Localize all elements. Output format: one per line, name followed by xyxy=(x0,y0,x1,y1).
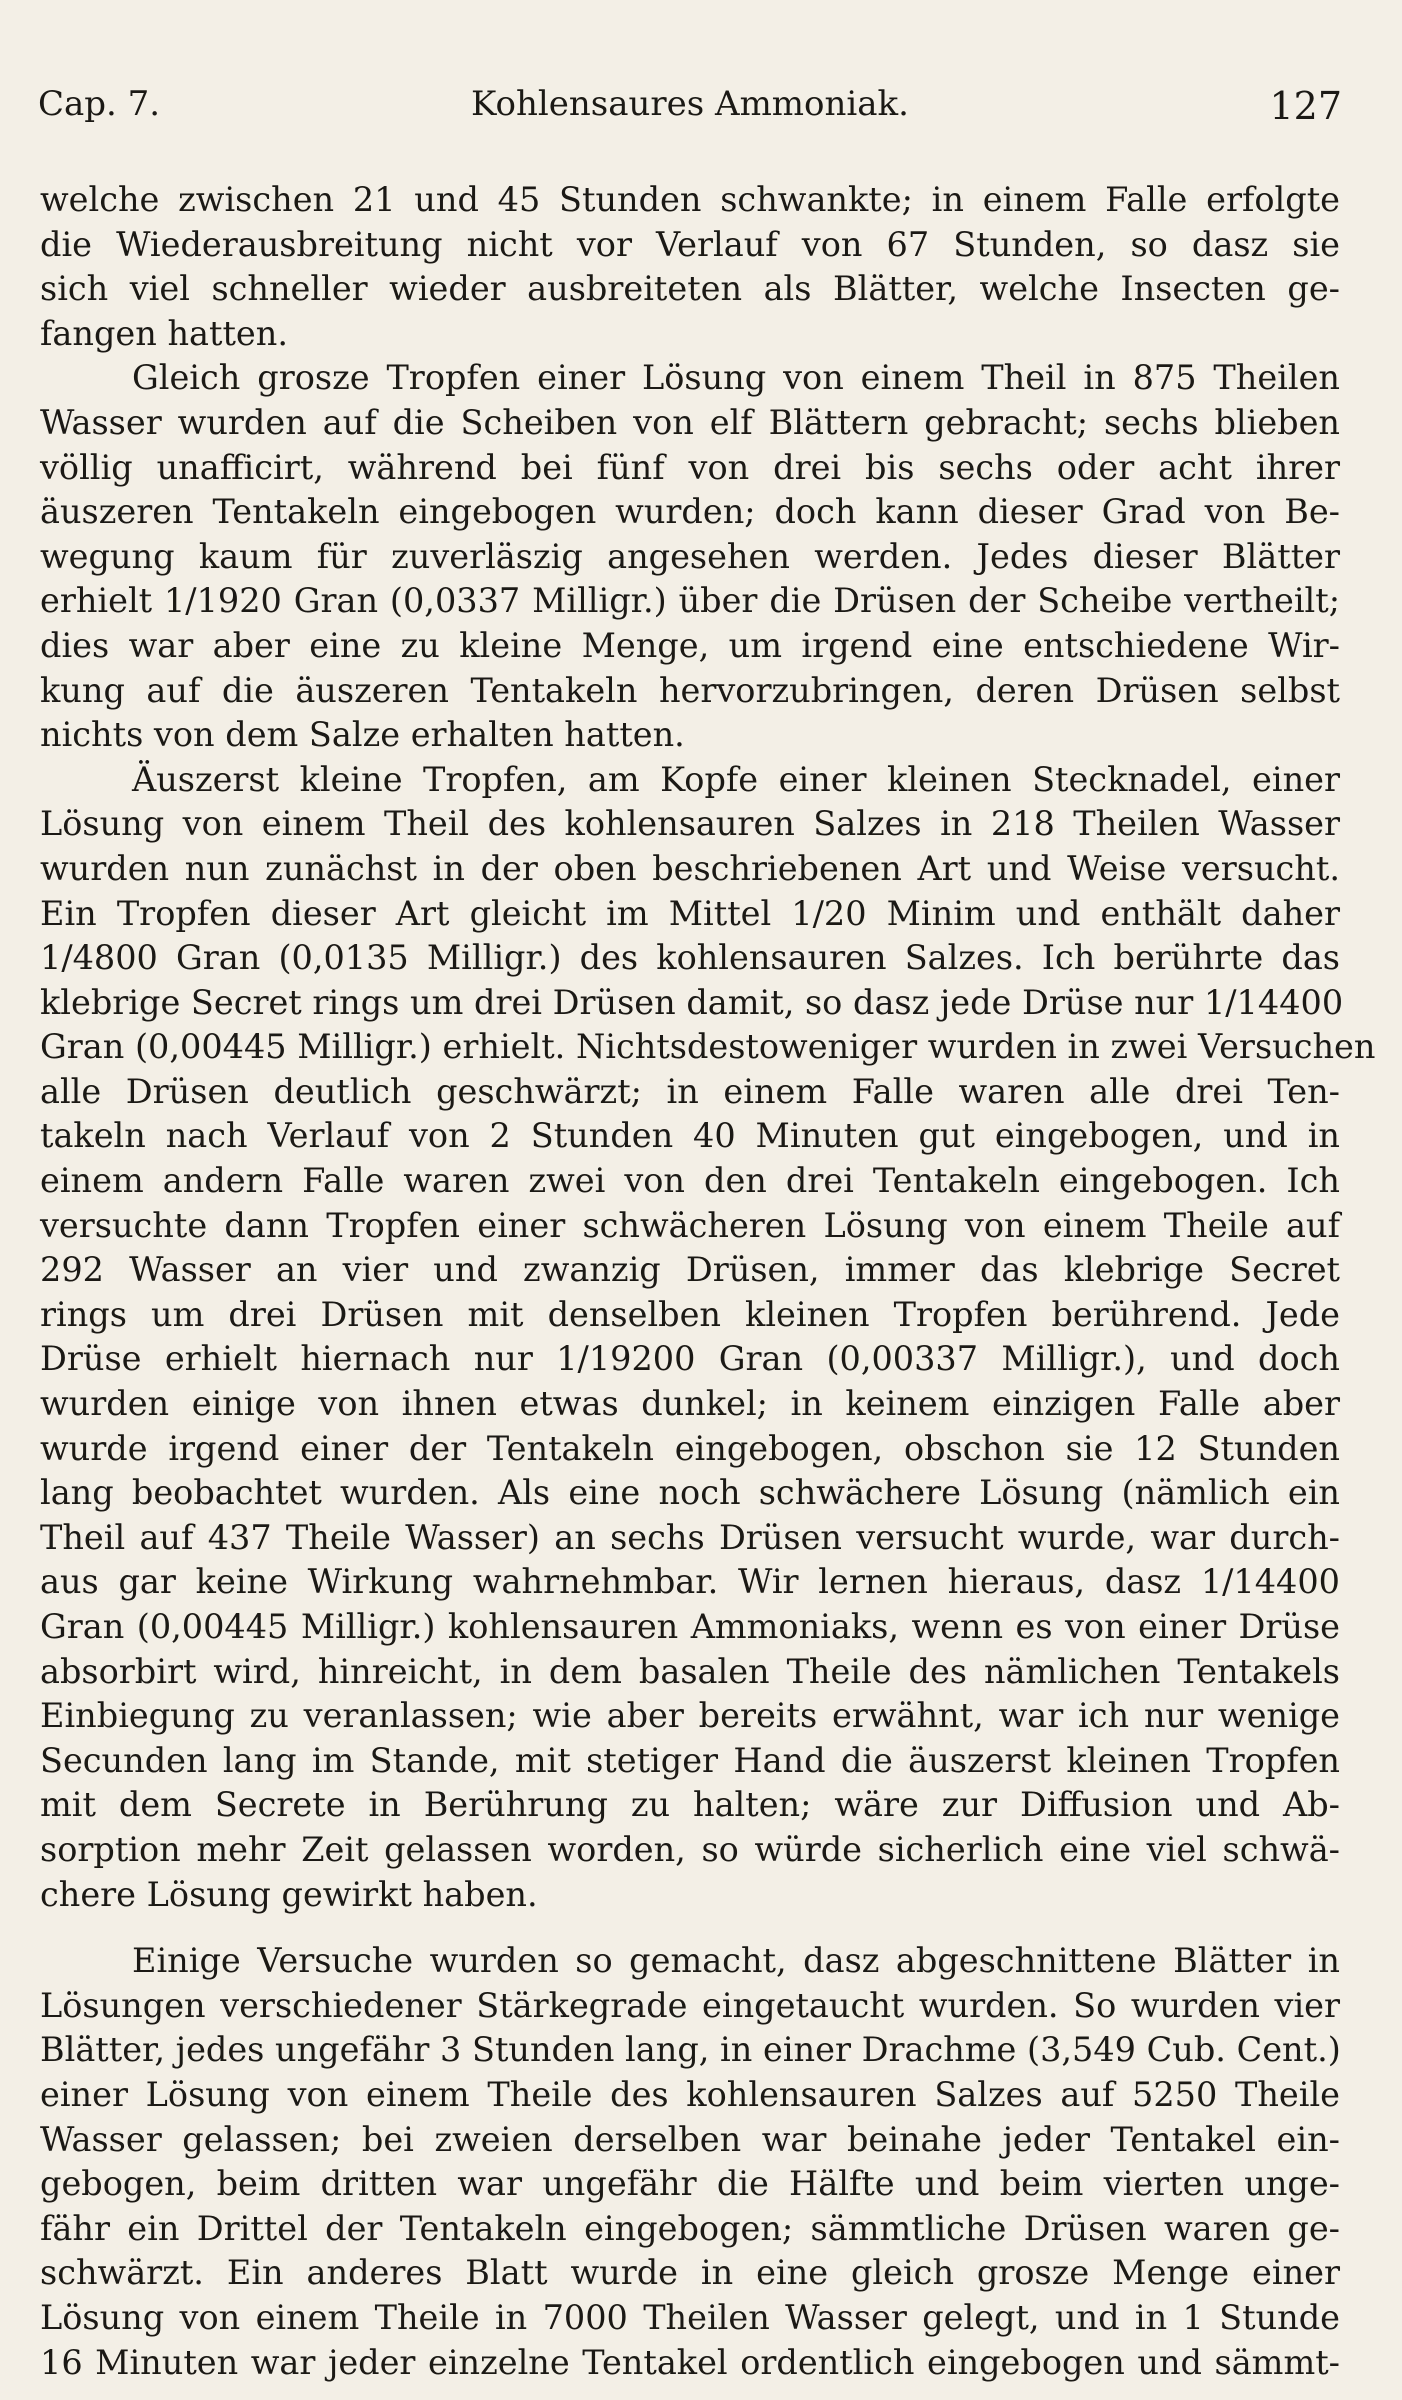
text-line: gebogen, beim dritten war ungefähr die Hälfte und beim vierten unge- xyxy=(40,2164,1340,2204)
text-line: wurden einige von ihnen etwas dunkel; in keinem einzigen Falle aber xyxy=(40,1384,1340,1424)
page-number: 127 xyxy=(1269,84,1342,128)
paragraph-gap xyxy=(40,1917,1340,1939)
text-line: völlig unafficirt, während bei fünf von drei bis sechs oder acht ihrer xyxy=(40,447,1340,487)
text-line: Lösung von einem Theile in 7000 Theilen Wasser gelegt, und in 1 Stunde xyxy=(40,2297,1340,2337)
text-line: Wasser gelassen; bei zweien derselben war beinahe jeder Tentakel ein- xyxy=(40,2119,1340,2159)
text-line: klebrige Secret rings um drei Drüsen damit, so dasz jede Drüse nur 1/14400 xyxy=(40,982,1344,1022)
text-line: einem andern Falle waren zwei von den drei Tentakeln eingebogen. Ich xyxy=(40,1161,1340,1201)
text-line: sorption mehr Zeit gelassen worden, so würde sicherlich eine viel schwä- xyxy=(40,1829,1340,1869)
text-line: 1/4800 Gran (0,0135 Milligr.) des kohlensauren Salzes. Ich berührte das xyxy=(40,938,1340,978)
text-line: wurden nun zunächst in der oben beschriebenen Art und Weise versucht. xyxy=(40,848,1340,888)
text-line: takeln nach Verlauf von 2 Stunden 40 Minuten gut eingebogen, und in xyxy=(40,1116,1340,1156)
text-line: fangen hatten. xyxy=(40,313,288,353)
text-line: 292 Wasser an vier und zwanzig Drüsen, immer das klebrige Secret xyxy=(40,1250,1340,1290)
text-line: wurde irgend einer der Tentakeln eingebogen, obschon sie 12 Stunden xyxy=(40,1428,1340,1468)
text-line: lang beobachtet wurden. Als eine noch schwächere Lösung (nämlich ein xyxy=(40,1473,1340,1513)
running-title: Kohlensaures Ammoniak. xyxy=(471,84,909,124)
text-line: die Wiederausbreitung nicht vor Verlauf von 67 Stunden, so dasz sie xyxy=(40,224,1340,264)
text-line: versuchte dann Tropfen einer schwächeren Lösung von einem Theile auf xyxy=(40,1205,1340,1245)
text-line: Secunden lang im Stande, mit stetiger Hand die äuszerst kleinen Tropfen xyxy=(40,1740,1340,1780)
text-line: rings um drei Drüsen mit denselben kleinen Tropfen berührend. Jede xyxy=(40,1294,1340,1334)
text-line: Gran (0,00445 Milligr.) erhielt. Nichtsdestoweniger wurden in zwei Versuchen xyxy=(40,1027,1376,1067)
text-line: Ein Tropfen dieser Art gleicht im Mittel 1/20 Minim und enthält daher xyxy=(40,893,1340,933)
text-line: absorbirt wird, hinreicht, in dem basalen Theile des nämlichen Tentakels xyxy=(40,1651,1340,1691)
text-line: 16 Minuten war jeder einzelne Tentakel ordentlich eingebogen und sämmt- xyxy=(40,2342,1340,2382)
text-line: chere Lösung gewirkt haben. xyxy=(40,1874,538,1914)
text-line: alle Drüsen deutlich geschwärzt; in einem Falle waren alle drei Ten- xyxy=(40,1071,1340,1111)
text-line: mit dem Secrete in Berührung zu halten; wäre zur Diffusion und Ab- xyxy=(40,1785,1340,1825)
text-line: erhielt 1/1920 Gran (0,0337 Milligr.) über die Drüsen der Scheibe vertheilt; xyxy=(40,581,1340,621)
text-line: einer Lösung von einem Theile des kohlensauren Salzes auf 5250 Theile xyxy=(40,2074,1340,2114)
body-text xyxy=(40,178,1376,2385)
text-line: fähr ein Drittel der Tentakeln eingebogen; sämmtliche Drüsen waren ge- xyxy=(40,2208,1340,2248)
text-line: welche zwischen 21 und 45 Stunden schwankte; in einem Falle erfolgte xyxy=(40,180,1340,219)
text-line: wegung kaum für zuverläszig angesehen werden. Jedes dieser Blätter xyxy=(40,536,1340,576)
chapter-label: Cap. 7. xyxy=(38,84,161,124)
text-line: Lösungen verschiedener Stärkegrade eingetaucht wurden. So wurden vier xyxy=(40,1985,1340,2025)
text-line: dies war aber eine zu kleine Menge, um irgend eine entschiedene Wir- xyxy=(40,625,1340,665)
text-line: Äuszerst kleine Tropfen, am Kopfe einer kleinen Stecknadel, einer xyxy=(132,759,1340,799)
text-line: Einige Versuche wurden so gemacht, dasz abgeschnittene Blätter in xyxy=(132,1941,1340,1981)
text-line: Gleich grosze Tropfen einer Lösung von einem Theil in 875 Theilen xyxy=(132,358,1340,398)
text-line: Lösung von einem Theil des kohlensauren Salzes in 218 Theilen Wasser xyxy=(40,804,1340,844)
text-line: äuszeren Tentakeln eingebogen wurden; doch kann dieser Grad von Be- xyxy=(40,492,1340,532)
text-line: Wasser wurden auf die Scheiben von elf Blättern gebracht; sechs blieben xyxy=(40,402,1340,442)
text-line: aus gar keine Wirkung wahrnehmbar. Wir lernen hieraus, dasz 1/14400 xyxy=(40,1562,1340,1602)
text-line: Theil auf 437 Theile Wasser) an sechs Drüsen versucht wurde, war durch- xyxy=(40,1517,1340,1557)
text-line: Drüse erhielt hiernach nur 1/19200 Gran (0,00337 Milligr.), und doch xyxy=(40,1339,1340,1379)
text-line: schwärzt. Ein anderes Blatt wurde in eine gleich grosze Menge einer xyxy=(40,2253,1340,2293)
text-line: sich viel schneller wieder ausbreiteten als Blätter, welche Insecten ge- xyxy=(40,269,1340,309)
text-line: Blätter, jedes ungefähr 3 Stunden lang, in einer Drachme (3,549 Cub. Cent.) xyxy=(40,2030,1341,2070)
text-line: nichts von dem Salze erhalten hatten. xyxy=(40,715,685,755)
running-header xyxy=(38,84,1342,134)
text-line: kung auf die äuszeren Tentakeln hervorzubringen, deren Drüsen selbst xyxy=(40,670,1340,710)
text-line: Einbiegung zu veranlassen; wie aber bereits erwähnt, war ich nur wenige xyxy=(40,1696,1340,1736)
text-line: Gran (0,00445 Milligr.) kohlensauren Ammoniaks, wenn es von einer Drüse xyxy=(40,1607,1340,1646)
